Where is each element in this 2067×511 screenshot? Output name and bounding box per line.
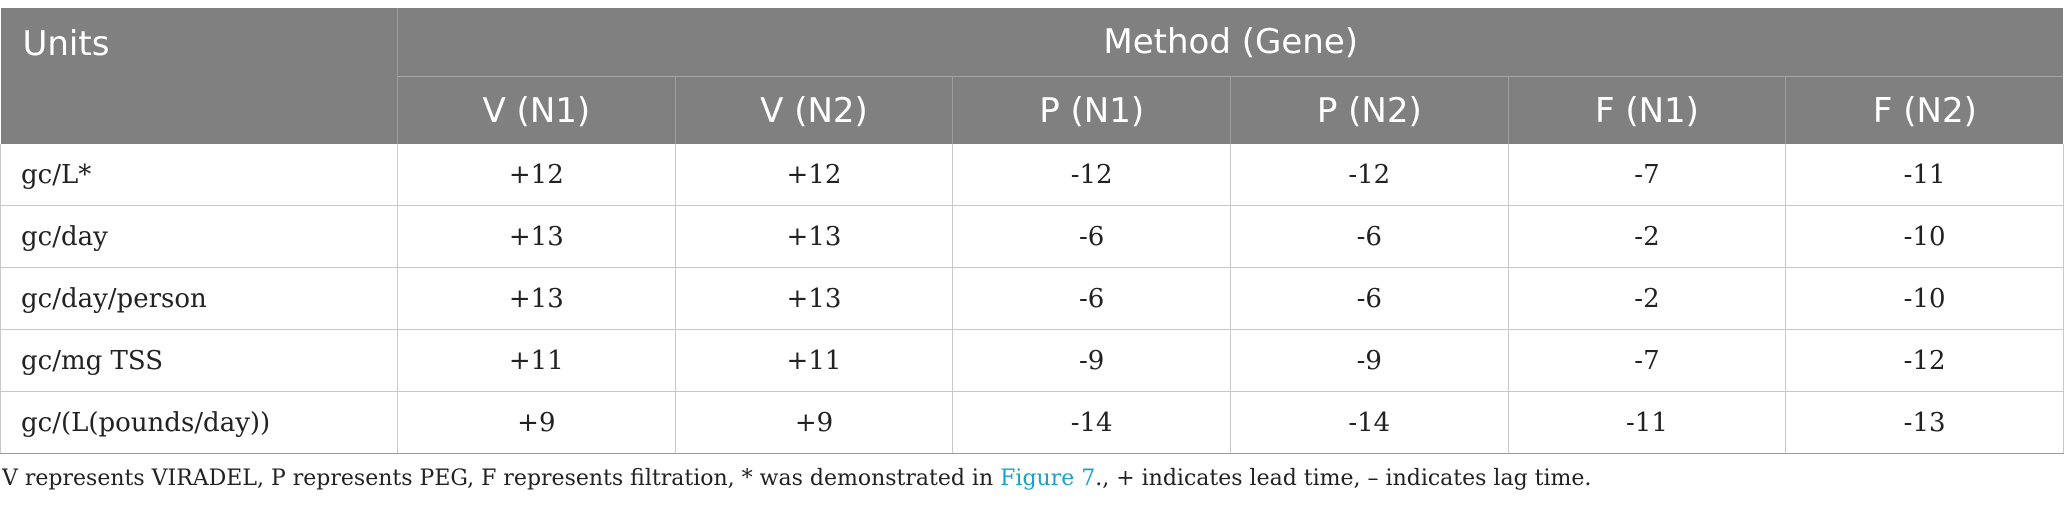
column-header-f-n1: F (N1) xyxy=(1508,77,1786,145)
table-cell: -12 xyxy=(1230,144,1508,206)
row-unit-label: gc/day xyxy=(1,206,398,268)
table-cell: +11 xyxy=(398,330,676,392)
table-cell: -11 xyxy=(1508,392,1786,454)
table-cell: -14 xyxy=(953,392,1231,454)
results-table xyxy=(0,8,2064,454)
column-header-v-n2: V (N2) xyxy=(675,77,953,145)
table-cell: +12 xyxy=(675,144,953,206)
table-cell: -6 xyxy=(953,206,1231,268)
header-row-primary xyxy=(1,8,2064,77)
table-cell: +13 xyxy=(398,206,676,268)
table-cell: -10 xyxy=(1786,268,2064,330)
row-unit-label: gc/(L(pounds/day)) xyxy=(1,392,398,454)
table-cell: -14 xyxy=(1230,392,1508,454)
table-cell: -12 xyxy=(1786,330,2064,392)
footnote-text-before: V represents VIRADEL, P represents PEG, F represents filtration, * was demonstrated in xyxy=(2,466,1001,491)
table-cell: -2 xyxy=(1508,268,1786,330)
table-cell: +12 xyxy=(398,144,676,206)
table-cell: -11 xyxy=(1786,144,2064,206)
table-row xyxy=(1,206,2064,268)
table-cell: +13 xyxy=(675,268,953,330)
table-cell: -7 xyxy=(1508,144,1786,206)
table-cell: -12 xyxy=(953,144,1231,206)
table-cell: +9 xyxy=(398,392,676,454)
footnote-text-after: ., + indicates lead time, – indicates lag time. xyxy=(1095,466,1592,491)
table-cell: -10 xyxy=(1786,206,2064,268)
table-container xyxy=(0,8,2063,454)
table-row xyxy=(1,392,2064,454)
table-cell: -6 xyxy=(1230,206,1508,268)
table-row xyxy=(1,330,2064,392)
table-cell: +9 xyxy=(675,392,953,454)
table-row xyxy=(1,144,2064,206)
table-row xyxy=(1,268,2064,330)
column-header-v-n1: V (N1) xyxy=(398,77,676,145)
table-cell: +13 xyxy=(675,206,953,268)
row-unit-label: gc/L* xyxy=(1,144,398,206)
row-unit-label: gc/mg TSS xyxy=(1,330,398,392)
column-header-p-n1: P (N1) xyxy=(953,77,1231,145)
table-cell: -9 xyxy=(1230,330,1508,392)
row-unit-label: gc/day/person xyxy=(1,268,398,330)
table-cell: -13 xyxy=(1786,392,2064,454)
units-column-header: Units xyxy=(1,8,398,144)
table-footnote xyxy=(2,466,1591,491)
column-header-f-n2: F (N2) xyxy=(1786,77,2064,145)
figure-7-link[interactable]: Figure 7 xyxy=(1000,466,1096,491)
table-cell: -2 xyxy=(1508,206,1786,268)
table-cell: -7 xyxy=(1508,330,1786,392)
table-cell: -6 xyxy=(1230,268,1508,330)
column-header-p-n2: P (N2) xyxy=(1230,77,1508,145)
table-cell: -6 xyxy=(953,268,1231,330)
table-cell: +13 xyxy=(398,268,676,330)
table-cell: +11 xyxy=(675,330,953,392)
method-gene-header: Method (Gene) xyxy=(398,8,2064,77)
table-cell: -9 xyxy=(953,330,1231,392)
